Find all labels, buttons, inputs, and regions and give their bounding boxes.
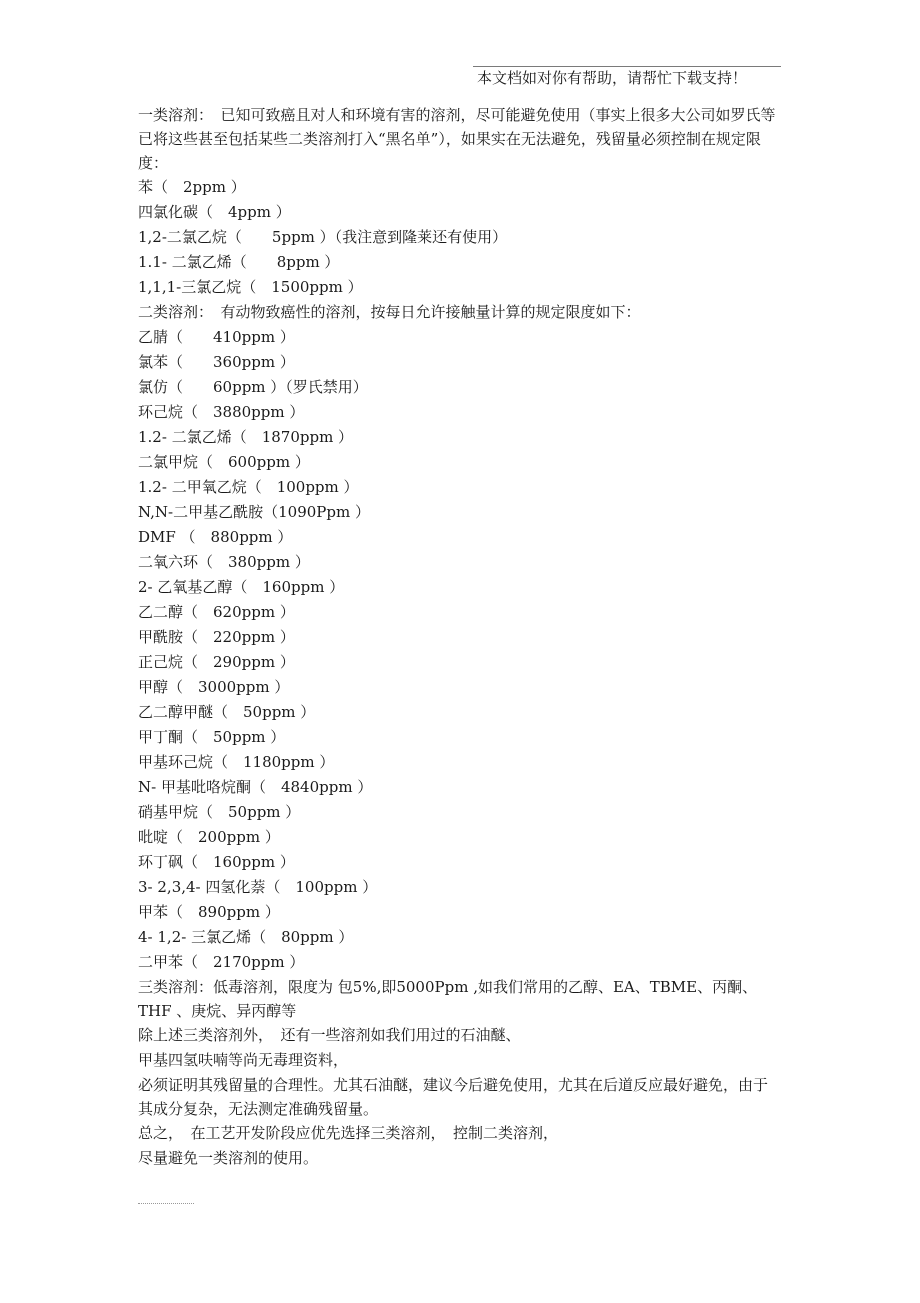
- header-rule: [473, 66, 781, 67]
- footer-mark: [138, 1203, 194, 1204]
- list-item: 乙二醇（ 620ppm ）: [138, 603, 295, 621]
- list-item: 甲基环己烷（ 1180ppm ）: [138, 753, 335, 771]
- list-item: 1,2-二氯乙烷（ 5ppm ）（我注意到隆莱还有使用）: [138, 228, 508, 246]
- list-item: 甲醇（ 3000ppm ）: [138, 678, 290, 696]
- document-body: [138, 103, 778, 1171]
- list-item: 1.2- 二氯乙烯（ 1870ppm ）: [138, 428, 354, 446]
- list-item: 1,1,1-三氯乙烷（ 1500ppm ）: [138, 278, 363, 296]
- class2-intro-paragraph: 二类溶剂： 有动物致癌性的溶剂，按每日允许接触量计算的规定限度如下：: [138, 303, 641, 321]
- list-item: DMF （ 880ppm ）: [138, 528, 293, 546]
- page-header: 本文档如对你有帮助，请帮忙下载支持！: [477, 69, 748, 87]
- list-item: 四氯化碳（ 4ppm ）: [138, 203, 291, 221]
- list-item: 1.1- 二氯乙烯（ 8ppm ）: [138, 253, 340, 271]
- list-item: 1.2- 二甲氧乙烷（ 100ppm ）: [138, 478, 359, 496]
- list-item: 甲酰胺（ 220ppm ）: [138, 628, 295, 646]
- list-item: N,N-二甲基乙酰胺（1090Ppm ）: [138, 503, 370, 521]
- class1-intro-paragraph: 一类溶剂： 已知可致癌且对人和环境有害的溶剂，尽可能避免使用（事实上很多大公司如罗氏等已将这些甚至包括某些二类溶剂打入“黑名单”），如果实在无法避免，残留量必须控制在规定限度：: [138, 106, 776, 172]
- list-item: 乙腈（ 410ppm ）: [138, 328, 295, 346]
- list-item: 二甲苯（ 2170ppm ）: [138, 953, 305, 971]
- list-item: 二氧六环（ 380ppm ）: [138, 553, 310, 571]
- summary-line-2: 尽量避免一类溶剂的使用。: [138, 1149, 319, 1167]
- petroleum-ether-paragraph: 必须证明其残留量的合理性。尤其石油醚，建议今后避免使用，尤其在后道反应最好避免，由于其成分复杂，无法测定准确残留量。: [138, 1076, 769, 1118]
- list-item: 乙二醇甲醚（ 50ppm ）: [138, 703, 316, 721]
- list-item: 甲苯（ 890ppm ）: [138, 903, 280, 921]
- list-item: 甲丁酮（ 50ppm ）: [138, 728, 286, 746]
- class1-solvent-list: [138, 175, 778, 300]
- list-item: 3- 2,3,4- 四氢化萘（ 100ppm ）: [138, 878, 378, 896]
- list-item: 二氯甲烷（ 600ppm ）: [138, 453, 310, 471]
- other-solvents-line-2: 甲基四氢呋喃等尚无毒理资料，: [138, 1051, 349, 1069]
- list-item: 4- 1,2- 三氯乙烯（ 80ppm ）: [138, 928, 354, 946]
- list-item: 环己烷（ 3880ppm ）: [138, 403, 305, 421]
- list-item: 吡啶（ 200ppm ）: [138, 828, 280, 846]
- list-item: 环丁砜（ 160ppm ）: [138, 853, 295, 871]
- class3-intro-paragraph: 三类溶剂：低毒溶剂，限度为 包5%,即5000Ppm ,如我们常用的乙醇、EA、TBME、丙酮、 THF 、庚烷、异丙醇等: [138, 978, 758, 1020]
- list-item: 氯仿（ 60ppm ）（罗氏禁用）: [138, 378, 368, 396]
- list-item: 正己烷（ 290ppm ）: [138, 653, 295, 671]
- list-item: 氯苯（ 360ppm ）: [138, 353, 295, 371]
- list-item: 苯（ 2ppm ）: [138, 178, 246, 196]
- other-solvents-line-1: 除上述三类溶剂外， 还有一些溶剂如我们用过的石油醚、: [138, 1026, 521, 1044]
- summary-line-1: 总之， 在工艺开发阶段应优先选择三类溶剂， 控制二类溶剂，: [138, 1124, 559, 1142]
- list-item: 硝基甲烷（ 50ppm ）: [138, 803, 301, 821]
- list-item: 2- 乙氧基乙醇（ 160ppm ）: [138, 578, 345, 596]
- class2-solvent-list: [138, 325, 778, 975]
- list-item: N- 甲基吡咯烷酮（ 4840ppm ）: [138, 778, 373, 796]
